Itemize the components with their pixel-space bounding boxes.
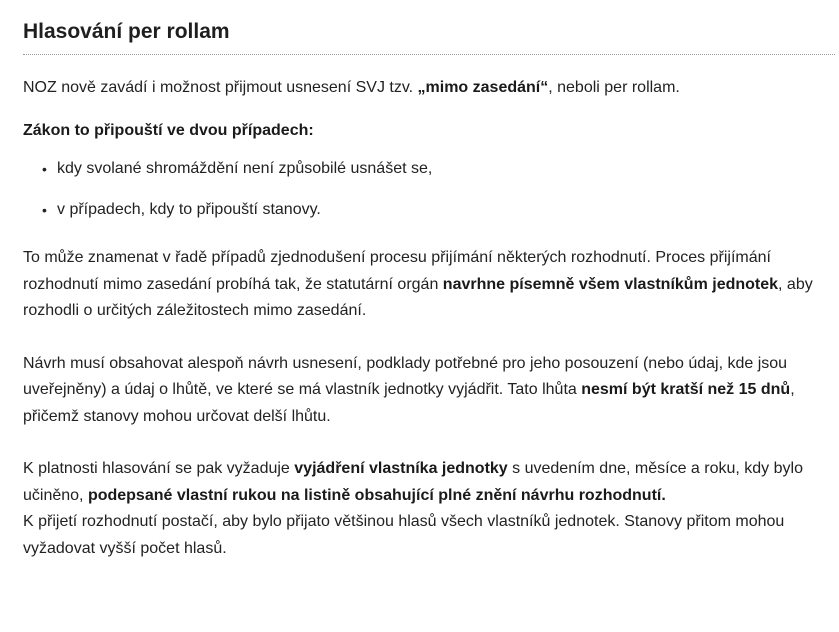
paragraph-emphasis: podepsané vlastní rukou na listině obsahující plné znění návrhu rozhodnutí.: [87, 486, 666, 504]
cases-list: [23, 156, 835, 223]
paragraph-validity: [23, 456, 835, 562]
paragraph-emphasis: nesmí být kratší než 15 dnů: [581, 381, 791, 398]
paragraph-text: s uvedením dne, měsíce a roku, kdy bylo učiněno,: [23, 460, 803, 504]
title-divider: [23, 54, 835, 55]
paragraph-text: K platnosti hlasování se pak vyžaduje: [23, 460, 295, 477]
intro-paragraph: [23, 75, 835, 102]
paragraph-process: [23, 245, 835, 325]
paragraph-emphasis: navrhne písemně všem vlastníkům jednotek: [442, 275, 779, 293]
bullet-icon: •: [42, 161, 47, 177]
paragraph-emphasis: vyjádření vlastníka jednotky: [294, 460, 508, 477]
paragraph-text: Návrh musí obsahovat alespoň návrh usnesení, podklady potřebné pro jeho posouzení (nebo údaj, kde jsou uveřejněny) a údaj o lhůtě, ve které se má vlastník jednotky vyjádřit. Tato lhůta: [23, 354, 788, 398]
intro-text-1: NOZ nově zavádí i možnost přijmout usnesení SVJ tzv.: [23, 79, 418, 96]
cases-heading: [23, 118, 835, 145]
paragraph-text: , přičemž stanovy mohou určovat delší lhůtu.: [23, 381, 795, 425]
page-title: Hlasování per rollam: [23, 20, 230, 43]
list-item-text: kdy svolané shromáždění není způsobilé usnášet se,: [57, 160, 433, 177]
paragraph-text: To může znamenat v řadě případů zjednodušení procesu přijímání některých rozhodnutí. Proces přijímání rozhodnutí mimo zasedání probíhá tak, že statutární orgán: [23, 249, 771, 293]
list-item: [42, 156, 835, 183]
list-item-text: v případech, kdy to připouští stanovy.: [57, 200, 321, 218]
intro-emphasis: „mimo zasedání“: [417, 79, 549, 96]
paragraph-proposal: [23, 351, 835, 431]
paragraph-text: K přijetí rozhodnutí postačí, aby bylo přijato většinou hlasů všech vlastníků jednotek. Stanovy přitom mohou vyžadovat vyšší počet hlasů.: [23, 513, 785, 557]
cases-heading-text: Zákon to připouští ve dvou případech:: [23, 121, 314, 139]
paragraph-text: , aby rozhodli o určitých záležitostech mimo zasedání.: [23, 275, 813, 319]
bullet-icon: •: [42, 201, 47, 218]
intro-text-2: , neboli per rollam.: [548, 79, 680, 96]
list-item: [42, 197, 835, 224]
